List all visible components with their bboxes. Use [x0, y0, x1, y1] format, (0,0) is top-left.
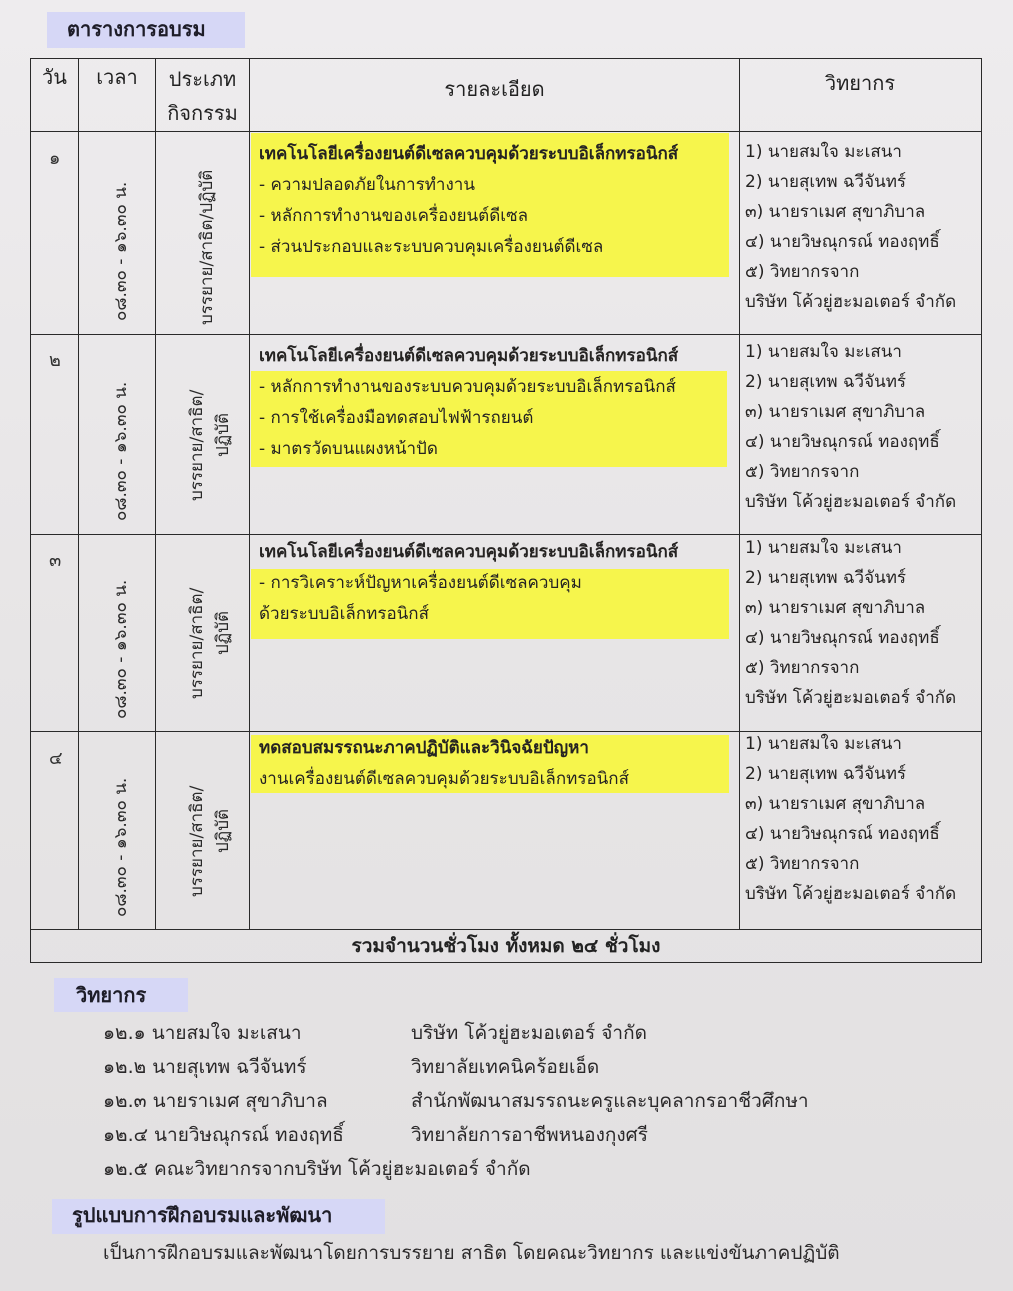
lecturer-org: บริษัท โค้วยู่ฮะมอเตอร์ จำกัด [411, 1022, 647, 1044]
row1-detail-item: - ส่วนประกอบและระบบควบคุมเครื่องยนต์ดีเซล [259, 237, 604, 257]
column-divider [155, 59, 156, 929]
lecturer-item: 1) นายสมใจ มะเสนา [745, 342, 902, 362]
lecturer-org: สำนักพัฒนาสมรรถนะครูและบุคลากรอาชีวศึกษา [411, 1090, 809, 1112]
lecturer-item: ๔) นายวิษณุกรณ์ ทองฤทธิ์ [745, 232, 940, 252]
row3-lecturers [745, 533, 956, 713]
lecturer-item: 2) นายสุเทพ ฉวีจันทร์ [745, 568, 907, 588]
lecturer-item: ๓) นายราเมศ สุขาภิบาล [745, 794, 926, 814]
header-lecturer: วิทยากร [824, 71, 896, 95]
row4-detail-item: งานเครื่องยนต์ดีเซลควบคุมด้วยระบบอิเล็กทรอนิกส์ [259, 769, 629, 789]
row2-detail-title: เทคโนโลยีเครื่องยนต์ดีเซลควบคุมด้วยระบบอิเล็กทรอนิกส์ [259, 346, 679, 366]
lecturer-item: 2) นายสุเทพ ฉวีจันทร์ [745, 172, 907, 192]
lecturer-item: ๓) นายราเมศ สุขาภิบาล [745, 202, 926, 222]
section-heading-lecturers: วิทยากร [54, 978, 188, 1012]
lecturer-item: ๔) นายวิษณุกรณ์ ทองฤทธิ์ [745, 824, 940, 844]
lecturer-name: ๑๒.๓ นายราเมศ สุขาภิบาล [103, 1090, 328, 1112]
header-day: วัน [42, 65, 67, 89]
row4-type-line2: ปฏิบัติ [213, 808, 233, 853]
lecturer-org: วิทยาลัยเทคนิคร้อยเอ็ด [411, 1056, 600, 1078]
row4-lecturers [745, 729, 956, 909]
row3-detail-item: - การวิเคราะห์ปัญหาเครื่องยนต์ดีเซลควบคุม [259, 573, 582, 593]
row1-detail-item: - ความปลอดภัยในการทำงาน [259, 175, 475, 195]
row1-detail-title: เทคโนโลยีเครื่องยนต์ดีเซลควบคุมด้วยระบบอิเล็กทรอนิกส์ [259, 144, 679, 164]
row1-detail [259, 139, 678, 263]
lecturer-item: บริษัท โค้วยู่ฮะมอเตอร์ จำกัด [745, 688, 957, 708]
lecturer-item: 1) นายสมใจ มะเสนา [745, 142, 902, 162]
header-type-line2: กิจกรรม [167, 101, 238, 125]
lecturer-item: บริษัท โค้วยู่ฮะมอเตอร์ จำกัด [745, 292, 957, 312]
lecturer-item: ๕) วิทยากรจาก [745, 462, 860, 482]
row3-detail-item: ด้วยระบบอิเล็กทรอนิกส์ [259, 604, 429, 624]
header-type-line1: ประเภท [168, 67, 237, 91]
row4-type-line1: บรรยาย/สาธิต/ [187, 785, 207, 897]
lecturer-item: 1) นายสมใจ มะเสนา [745, 734, 902, 754]
row3-detail [259, 537, 678, 630]
row2-day: ๒ [49, 350, 61, 371]
lecturer-name: ๑๒.๕ คณะวิทยากรจากบริษัท โค้วยู่ฮะมอเตอร์ จำกัด [103, 1158, 531, 1180]
lecturer-item: ๕) วิทยากรจาก [745, 658, 860, 678]
row3-day: ๓ [49, 550, 62, 571]
schedule-table [30, 58, 982, 963]
format-description: เป็นการฝึกอบรมและพัฒนาโดยการบรรยาย สาธิต โดยคณะวิทยากร และแข่งขันภาคปฏิบัติ [103, 1242, 840, 1264]
row4-detail [259, 733, 629, 795]
row-divider [31, 334, 981, 335]
section-heading-schedule: ตารางการอบรม [47, 12, 245, 48]
header-detail: รายละเอียด [444, 77, 545, 101]
lecturer-item: ๕) วิทยากรจาก [745, 262, 860, 282]
lecturer-item: 2) นายสุเทพ ฉวีจันทร์ [745, 764, 907, 784]
row3-time: ๐๘.๓๐ - ๑๖.๓๐ น. [111, 579, 131, 719]
row1-day: ๑ [49, 148, 61, 169]
row2-detail [259, 341, 678, 465]
lecturer-name: ๑๒.๑ นายสมใจ มะเสนา [103, 1022, 302, 1044]
row1-time: ๐๘.๓๐ - ๑๖.๓๐ น. [111, 181, 131, 321]
row2-detail-item: - หลักการทำงานของระบบควบคุมด้วยระบบอิเล็กทรอนิกส์ [259, 377, 676, 397]
column-divider [739, 59, 740, 929]
total-hours: รวมจำนวนชั่วโมง ทั้งหมด ๒๔ ชั่วโมง [351, 935, 661, 957]
lecturer-item: ๔) นายวิษณุกรณ์ ทองฤทธิ์ [745, 432, 940, 452]
lecturer-item: บริษัท โค้วยู่ฮะมอเตอร์ จำกัด [745, 492, 957, 512]
row2-detail-item: - การใช้เครื่องมือทดสอบไฟฟ้ารถยนต์ [259, 408, 534, 428]
lecturer-item: 1) นายสมใจ มะเสนา [745, 538, 902, 558]
lecturer-name: ๑๒.๔ นายวิษณุกรณ์ ทองฤทธิ์ [103, 1124, 344, 1146]
lecturer-name: ๑๒.๒ นายสุเทพ ฉวีจันทร์ [103, 1056, 307, 1078]
row3-type-line1: บรรยาย/สาธิต/ [187, 587, 207, 699]
header-time: เวลา [96, 65, 138, 89]
row4-time: ๐๘.๓๐ - ๑๖.๓๐ น. [111, 777, 131, 917]
lecturer-item: ๔) นายวิษณุกรณ์ ทองฤทธิ์ [745, 628, 940, 648]
row3-detail-title: เทคโนโลยีเครื่องยนต์ดีเซลควบคุมด้วยระบบอิเล็กทรอนิกส์ [259, 542, 679, 562]
row4-detail-title: ทดสอบสมรรถนะภาคปฏิบัติและวินิจฉัยปัญหา [259, 738, 589, 758]
row2-lecturers [745, 337, 956, 517]
row2-detail-item: - มาตรวัดบนแผงหน้าปัด [259, 439, 438, 459]
row3-type-line2: ปฏิบัติ [213, 610, 233, 655]
lecturer-item: 2) นายสุเทพ ฉวีจันทร์ [745, 372, 907, 392]
row2-time: ๐๘.๓๐ - ๑๖.๓๐ น. [111, 381, 131, 521]
section-heading-format: รูปแบบการฝึกอบรมและพัฒนา [52, 1199, 385, 1234]
row1-type: บรรยาย/สาธิต/ปฏิบัติ [197, 169, 217, 325]
lecturer-item: บริษัท โค้วยู่ฮะมอเตอร์ จำกัด [745, 884, 957, 904]
column-divider [78, 59, 79, 929]
lecturer-item: ๕) วิทยากรจาก [745, 854, 860, 874]
lecturer-item: ๓) นายราเมศ สุขาภิบาล [745, 402, 926, 422]
row2-type-line2: ปฏิบัติ [213, 412, 233, 457]
row4-day: ๔ [49, 748, 63, 769]
lecturer-item: ๓) นายราเมศ สุขาภิบาล [745, 598, 926, 618]
row1-detail-item: - หลักการทำงานของเครื่องยนต์ดีเซล [259, 206, 529, 226]
lecturer-org: วิทยาลัยการอาชีพหนองกุงศรี [411, 1124, 648, 1146]
row2-type-line1: บรรยาย/สาธิต/ [187, 389, 207, 501]
row1-lecturers [745, 137, 956, 317]
